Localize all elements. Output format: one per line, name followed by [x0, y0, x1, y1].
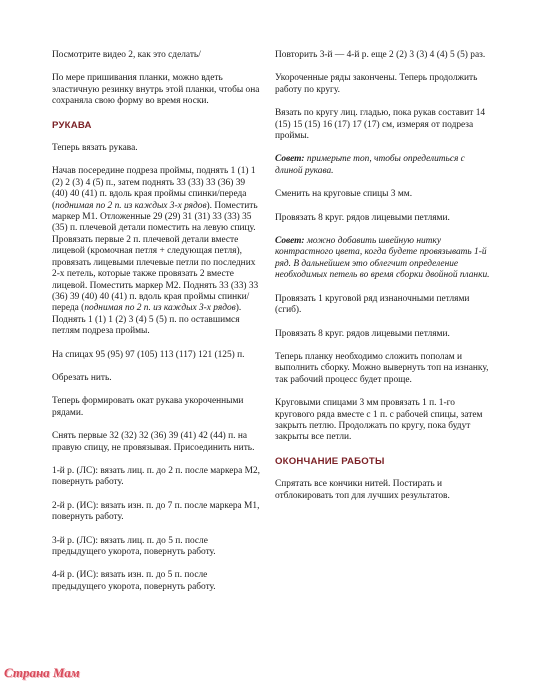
right-column: [275, 50, 493, 514]
paragraph: Круговыми спицами 3 мм провязать 1 п. 1-го кругового ряда вместе с 1 п. с рабочей спицы, затем закрыть петлю. Продолжать по кругу, пока будут закрыты все петли.: [275, 398, 483, 443]
tip-label: Совет:: [275, 154, 305, 165]
paragraph: Повторить 3-й — 4-й р. еще 2 (2) 3 (3) 4 (4) 5 (5) раз.: [275, 50, 486, 60]
paragraph: 2-й р. (ИС): вязать изн. п. до 7 п. после маркера М1, повернуть работу.: [52, 500, 260, 523]
tip-paragraph: [275, 236, 493, 282]
text: Начав посередине подреза проймы, поднять 1 (1) 1 (2) 2 (3) 4 (5) п., затем поднять 33 (33) 33 (36) 39 (40) 40 (41) п. вдоль края проймы спинки/переда (: [52, 166, 256, 211]
paragraph: 1-й р. (ЛС): вязать лиц. п. до 2 п. после маркера М2, повернуть работу.: [52, 465, 260, 488]
paragraph: Вязать по кругу лиц. гладью, пока рукав составит 14 (15) 15 (15) 16 (17) 17 (17) см, измеряя от подреза проймы.: [275, 108, 486, 142]
text: ). Поместить маркер М1. Отложенные 29 (29) 31 (31) 33 (33) 35 (35) п. плечевой детали поместить на левую спицу. Провязать первые 2 п. плечевой детали вместе лицевой (кромочная петля + следующая петля), провязать лицевыми плечевые петли по последних 2-х петель, которые также провязать 2 вместе лицевой. Поместить маркер М2. Поднять 33 (33) 33 (36) 39 (40) 40 (41) п. вдоль края проймы спинки/переда (: [52, 200, 259, 314]
tip-paragraph: [275, 154, 493, 177]
paragraph: Теперь планку необходимо сложить пополам и выполнить сборку. Можно вывернуть топ на изнанку, так рабочий процесс будет проще.: [275, 351, 489, 385]
tip-text: примерьте топ, чтобы определиться с длиной рукава.: [275, 154, 465, 176]
left-column: [52, 50, 262, 605]
paragraph: 4-й р. (ИС): вязать изн. п. до 5 п. после предыдущего укорота, повернуть работу.: [52, 570, 216, 592]
tip-label: Совет:: [275, 236, 305, 247]
italic-note: поднимая по 2 п. из каждых 3-х рядов: [55, 200, 207, 211]
paragraph: Провязать 1 круговой ряд изнаночными петлями (сгиб).: [275, 293, 470, 316]
paragraph: Укороченные ряды закончены. Теперь продолжить работу по кругу.: [275, 73, 478, 95]
section-heading-sleeve: РУКАВА: [52, 119, 92, 131]
paragraph: Спрятать все кончики нитей. Постирать и отблокировать топ для лучших результатов.: [275, 479, 450, 501]
paragraph: 3-й р. (ЛС): вязать лиц. п. до 5 п. после предыдущего укорота, повернуть работу.: [52, 535, 216, 557]
site-watermark: Страна Мам: [4, 665, 80, 680]
paragraph: Снять первые 32 (32) 32 (36) 39 (41) 42 (44) п. на правую спицу, не провязывая. Присоединить нить.: [52, 431, 255, 453]
tip-text: можно добавить швейную нитку контрастного цвета, когда будете провязывать 1-й ряд. В дальнейшем это облегчит определение необходимых петель во время сборки двойной планки.: [275, 236, 490, 281]
paragraph: По мере пришивания планки, можно вдеть эластичную резинку внутрь этой планки, чтобы она сохраняла свою форму во время носки.: [52, 73, 260, 107]
paragraph: Обрезать нить.: [52, 372, 112, 383]
text: ). Поднять 1 (1) 1 (2) 3 (4) 5 (5) п. по оставшимся петлям подреза проймы.: [52, 303, 242, 337]
italic-note: поднимая по 2 п. из каждых 3-х рядов: [84, 303, 236, 314]
paragraph: На спицах 95 (95) 97 (105) 113 (117) 121 (125) п.: [52, 349, 245, 360]
paragraph: Провязать 8 круг. рядов лицевыми петлями.: [275, 328, 450, 339]
paragraph: Сменить на круговые спицы 3 мм.: [275, 189, 413, 200]
paragraph: Теперь формировать окат рукава укороченными рядами.: [52, 396, 244, 418]
paragraph: Провязать 8 круг. рядов лицевыми петлями.: [275, 212, 450, 223]
paragraph: [52, 166, 262, 337]
section-heading-finish: ОКОНЧАНИЕ РАБОТЫ: [275, 455, 385, 467]
paragraph: Посмотрите видео 2, как это сделать/: [52, 50, 201, 60]
paragraph: Теперь вязать рукава.: [52, 143, 138, 154]
